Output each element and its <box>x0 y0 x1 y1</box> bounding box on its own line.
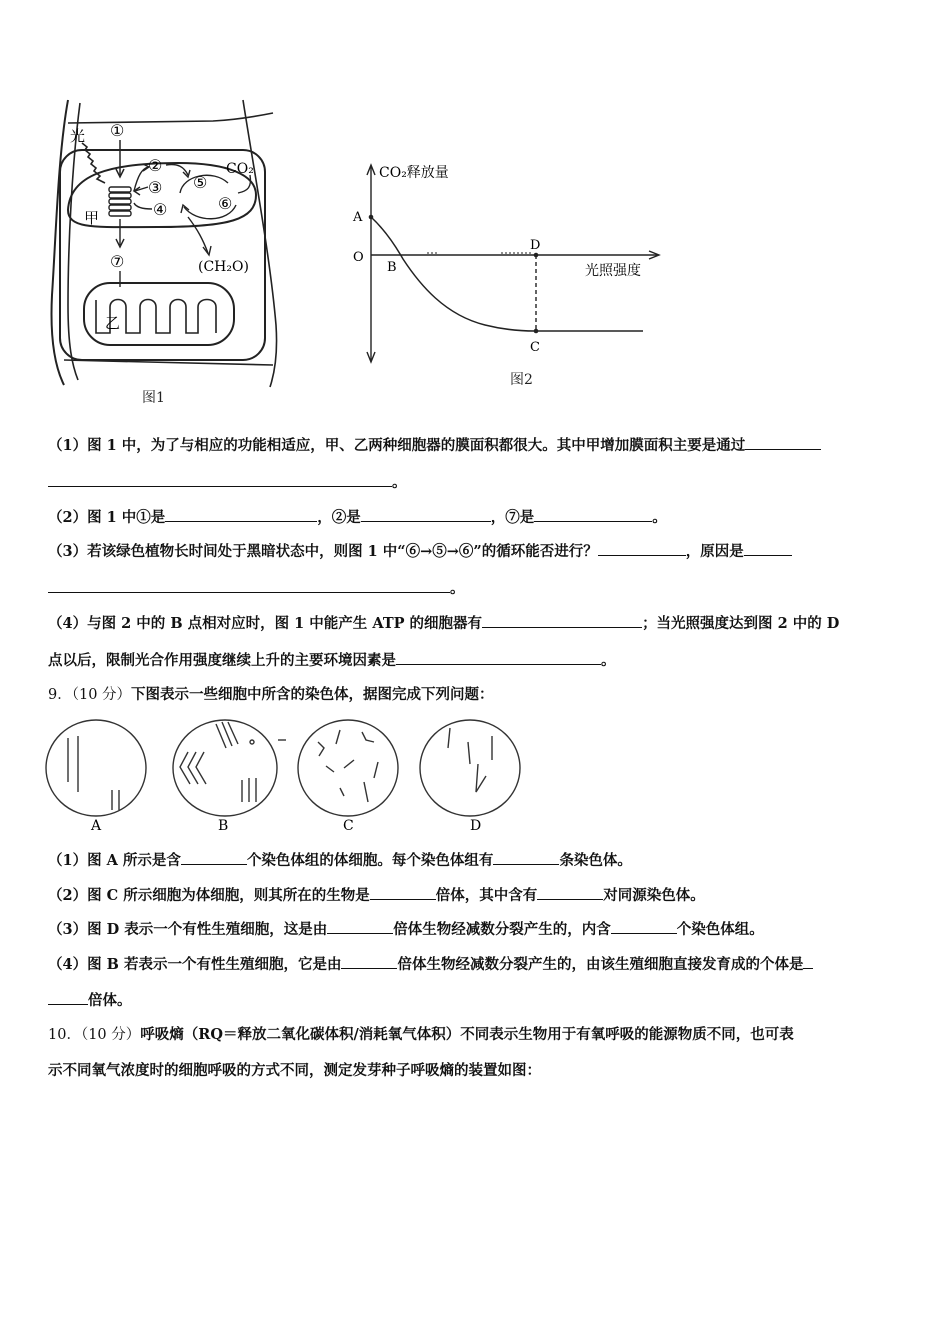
q8-part3-line2: 。 <box>48 578 465 599</box>
q9-p4-blank-b2[interactable] <box>48 990 88 1005</box>
q9-part4-line1: （4）图 B 若表示一个有性生殖细胞，它是由 倍体生物经减数分裂产生的，由该生殖细胞直接发育成的个体是 <box>48 954 813 975</box>
point-c-dot <box>534 329 539 334</box>
q8-p1-blank-a[interactable] <box>745 435 821 450</box>
marker-4: ④ <box>153 200 168 219</box>
figure-2-co2-graph <box>345 155 665 370</box>
label-cell-b: B <box>218 818 229 834</box>
marker-1: ① <box>110 121 125 140</box>
marker-7: ⑦ <box>110 252 125 271</box>
yi-label: 乙 <box>105 314 121 332</box>
q8-p4-blank-b[interactable] <box>396 650 601 665</box>
q8-p3-blank-c[interactable] <box>48 578 450 593</box>
cell-a <box>46 720 146 816</box>
q8-part3-line1: （3）若该绿色植物长时间处于黑暗状态中，则图 1 中“⑥→⑤→⑥”的循环能否进行？ ，原因是 <box>48 541 792 562</box>
label-o: O <box>353 250 364 265</box>
q9-p1-blank-b[interactable] <box>493 850 559 865</box>
figure-1-cell-diagram <box>38 95 288 390</box>
label-cell-d: D <box>470 818 482 834</box>
label-b: B <box>387 260 397 275</box>
figure-1-caption: 图1 <box>142 390 165 406</box>
q9-part1: （1）图 A 所示是含 个染色体组的体细胞。每个染色体组有 条染色体。 <box>48 852 632 869</box>
q8-p2-blank-2[interactable] <box>361 507 491 522</box>
q8-p3-blank-b[interactable] <box>744 541 792 556</box>
label-cell-c: C <box>343 818 354 834</box>
q8-p2-blank-7[interactable] <box>534 507 652 522</box>
q9-p4-blank-a[interactable] <box>341 954 397 969</box>
marker-2: ② <box>148 156 163 175</box>
q8-p4-blank-a[interactable] <box>482 613 642 628</box>
ch2o-label: (CH₂O) <box>198 259 249 275</box>
x-axis-label: 光照强度 <box>585 263 641 279</box>
co2-label: CO₂ <box>226 161 254 177</box>
cell-wall-right <box>243 100 277 387</box>
q9-p1-blank-a[interactable] <box>181 850 247 865</box>
q8-part2: （2）图 1 中①是 ，②是 ，⑦是 。 <box>48 509 667 526</box>
q8-part4-line2: 点以后，限制光合作用强度继续上升的主要环境因素是 。 <box>48 652 616 669</box>
arrow-4-to-grana <box>134 203 152 209</box>
q9-p3-blank-b[interactable] <box>611 919 677 934</box>
jia-label: 甲 <box>84 209 100 227</box>
marker-6: ⑥ <box>218 194 233 213</box>
q8-part1-line1: （1）图 1 中，为了与相应的功能相适应，甲、乙两种细胞器的膜面积都很大。其中甲增加膜面积主要是通过 <box>48 435 821 456</box>
marker-5: ⑤ <box>193 173 208 192</box>
q10-stem-line1: 10．（10 分）呼吸熵（RQ＝释放二氧化碳体积/消耗氧气体积）不同表示生物用于有氧呼吸的能源物质不同，也可表 <box>48 1026 794 1043</box>
label-a: A <box>353 210 363 225</box>
q8-p2-blank-1[interactable] <box>165 507 317 522</box>
q8-p3-blank-a[interactable] <box>598 541 686 556</box>
q8-part1-line2: 。 <box>48 472 407 493</box>
arrow-co2-in <box>238 175 251 193</box>
q9-p2-blank-b[interactable] <box>537 885 603 900</box>
q9-p4-blank-b1[interactable] <box>803 954 813 969</box>
q9-part2: （2）图 C 所示细胞为体细胞，则其所在的生物是 倍体，其中含有 对同源染色体。 <box>48 887 705 904</box>
cell-d <box>420 720 520 816</box>
label-cell-a: A <box>91 818 102 834</box>
grana-stack <box>109 187 131 216</box>
cell-membrane <box>60 150 265 360</box>
q8-p1-blank-b[interactable] <box>48 472 392 487</box>
cell-c <box>298 720 398 816</box>
q9-p2-blank-a[interactable] <box>370 885 436 900</box>
cell-b <box>173 720 286 816</box>
q9-stem: 9．（10 分）下图表示一些细胞中所含的染色体，据图完成下列问题： <box>48 686 494 703</box>
point-a-dot <box>369 215 374 220</box>
y-axis-label: CO₂释放量 <box>379 165 449 181</box>
q9-part3: （3）图 D 表示一个有性生殖细胞，这是由 倍体生物经减数分裂产生的，内含 个染色体组。 <box>48 921 764 938</box>
light-label: 光 <box>70 127 86 145</box>
q8-part4-line1: （4）与图 2 中的 B 点相对应时，图 1 中能产生 ATP 的细胞器有 ；当光照强度达到图 2 中的 D <box>48 615 840 632</box>
cell-wall-top <box>68 113 273 123</box>
label-c: C <box>530 340 540 355</box>
q9-chromosome-figures <box>40 712 530 840</box>
arrow-to-ch2o <box>188 217 208 253</box>
q9-p3-blank-a[interactable] <box>327 919 393 934</box>
q9-part4-line2: 倍体。 <box>48 990 132 1011</box>
q10-stem-line2: 示不同氧气浓度时的细胞呼吸的方式不同，测定发芽种子呼吸熵的装置如图： <box>48 1062 541 1079</box>
marker-3: ③ <box>148 178 163 197</box>
label-d: D <box>530 238 541 253</box>
figure-2-caption: 图2 <box>510 372 533 388</box>
point-d-dot <box>534 253 539 258</box>
